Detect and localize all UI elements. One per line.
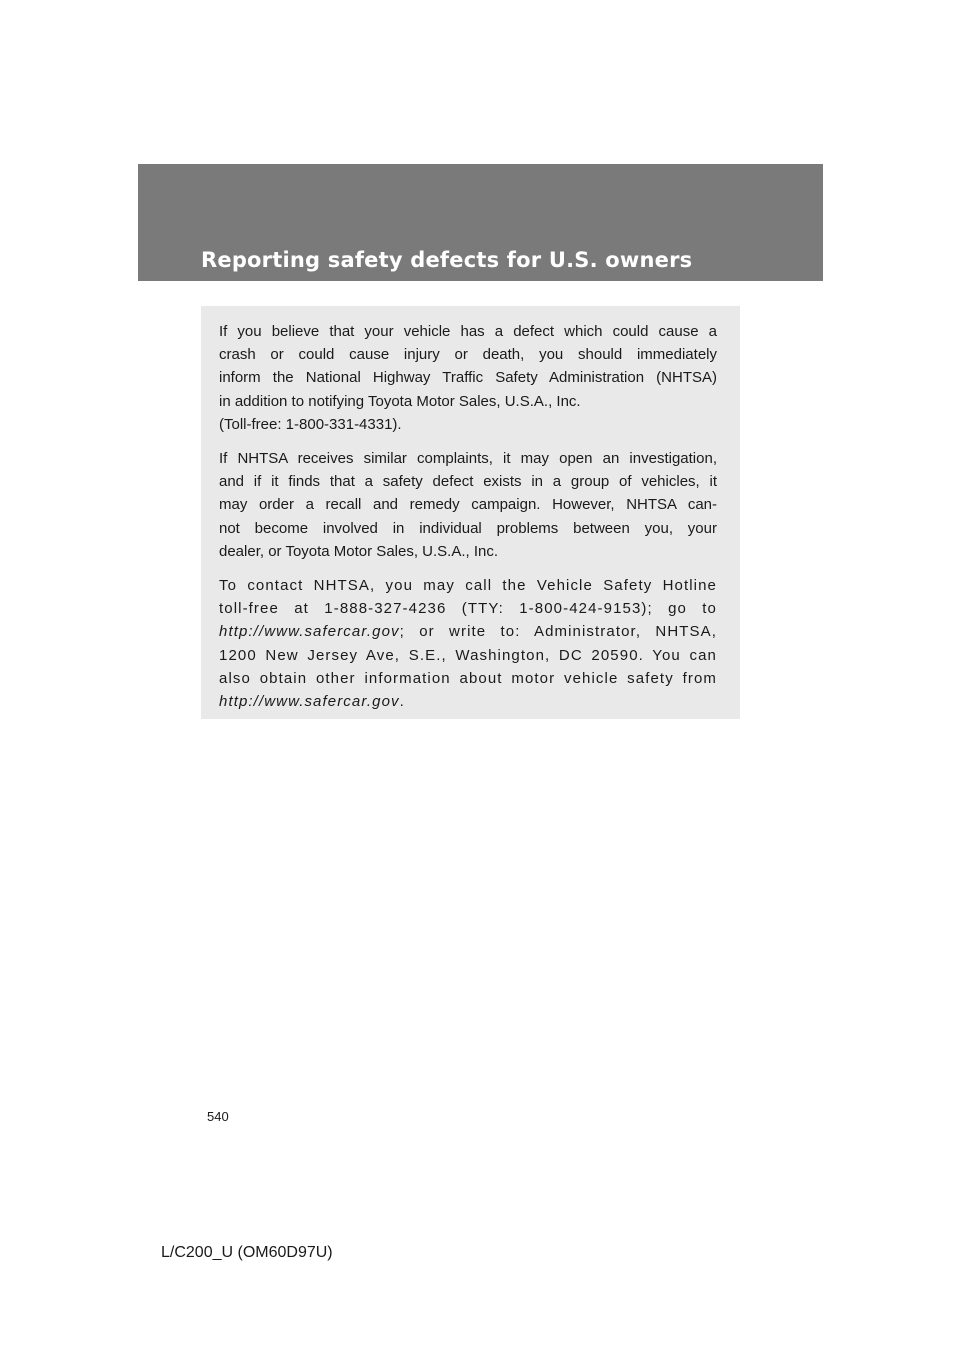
text-line: toll-free at 1-888-327-4236 (TTY: 1-800-424-9153); go to xyxy=(219,600,717,618)
text-line: crash or could cause injury or death, you should immediately xyxy=(219,346,717,364)
text-line: also obtain other information about motor vehicle safety from xyxy=(219,669,717,687)
section-header-band xyxy=(138,164,823,281)
text-line: and if it finds that a safety defect exists in a group of vehicles, it xyxy=(219,473,717,491)
document-code: L/C200_U (OM60D97U) xyxy=(161,1244,333,1261)
info-box xyxy=(201,306,740,719)
text-line: not become involved in individual problems between you, your xyxy=(219,519,717,537)
section-title: Reporting safety defects for U.S. owners xyxy=(201,248,693,272)
text-line: may order a recall and remedy campaign. However, NHTSA can- xyxy=(219,496,717,514)
text-line xyxy=(219,620,717,643)
safercar-link[interactable]: http://www.safercar.gov xyxy=(219,693,400,711)
text-line: (Toll-free: 1-800-331-4331). xyxy=(219,415,402,433)
paragraph-contact-nhtsa xyxy=(219,574,717,713)
text-line: 1200 New Jersey Ave, S.E., Washington, DC 20590. You can xyxy=(219,646,717,664)
page-number: 540 xyxy=(207,1109,229,1124)
text-line: To contact NHTSA, you may call the Vehicle Safety Hotline xyxy=(219,577,717,595)
text-line: dealer, or Toyota Motor Sales, U.S.A., Inc. xyxy=(219,542,499,560)
text-segment: . xyxy=(399,693,405,711)
text-line: If you believe that your vehicle has a defect which could cause a xyxy=(219,323,717,340)
paragraph-investigation xyxy=(219,447,717,563)
safercar-link[interactable]: http://www.safercar.gov xyxy=(219,623,400,641)
text-line: inform the National Highway Traffic Safety Administration (NHTSA) xyxy=(219,369,717,387)
text-line: in addition to notifying Toyota Motor Sales, U.S.A., Inc. xyxy=(219,392,581,410)
paragraph-report-defect xyxy=(219,320,717,436)
text-segment: ; or write to: Administrator, NHTSA, xyxy=(399,623,717,641)
text-line xyxy=(219,690,717,713)
text-line: If NHTSA receives similar complaints, it may open an investigation, xyxy=(219,450,717,468)
